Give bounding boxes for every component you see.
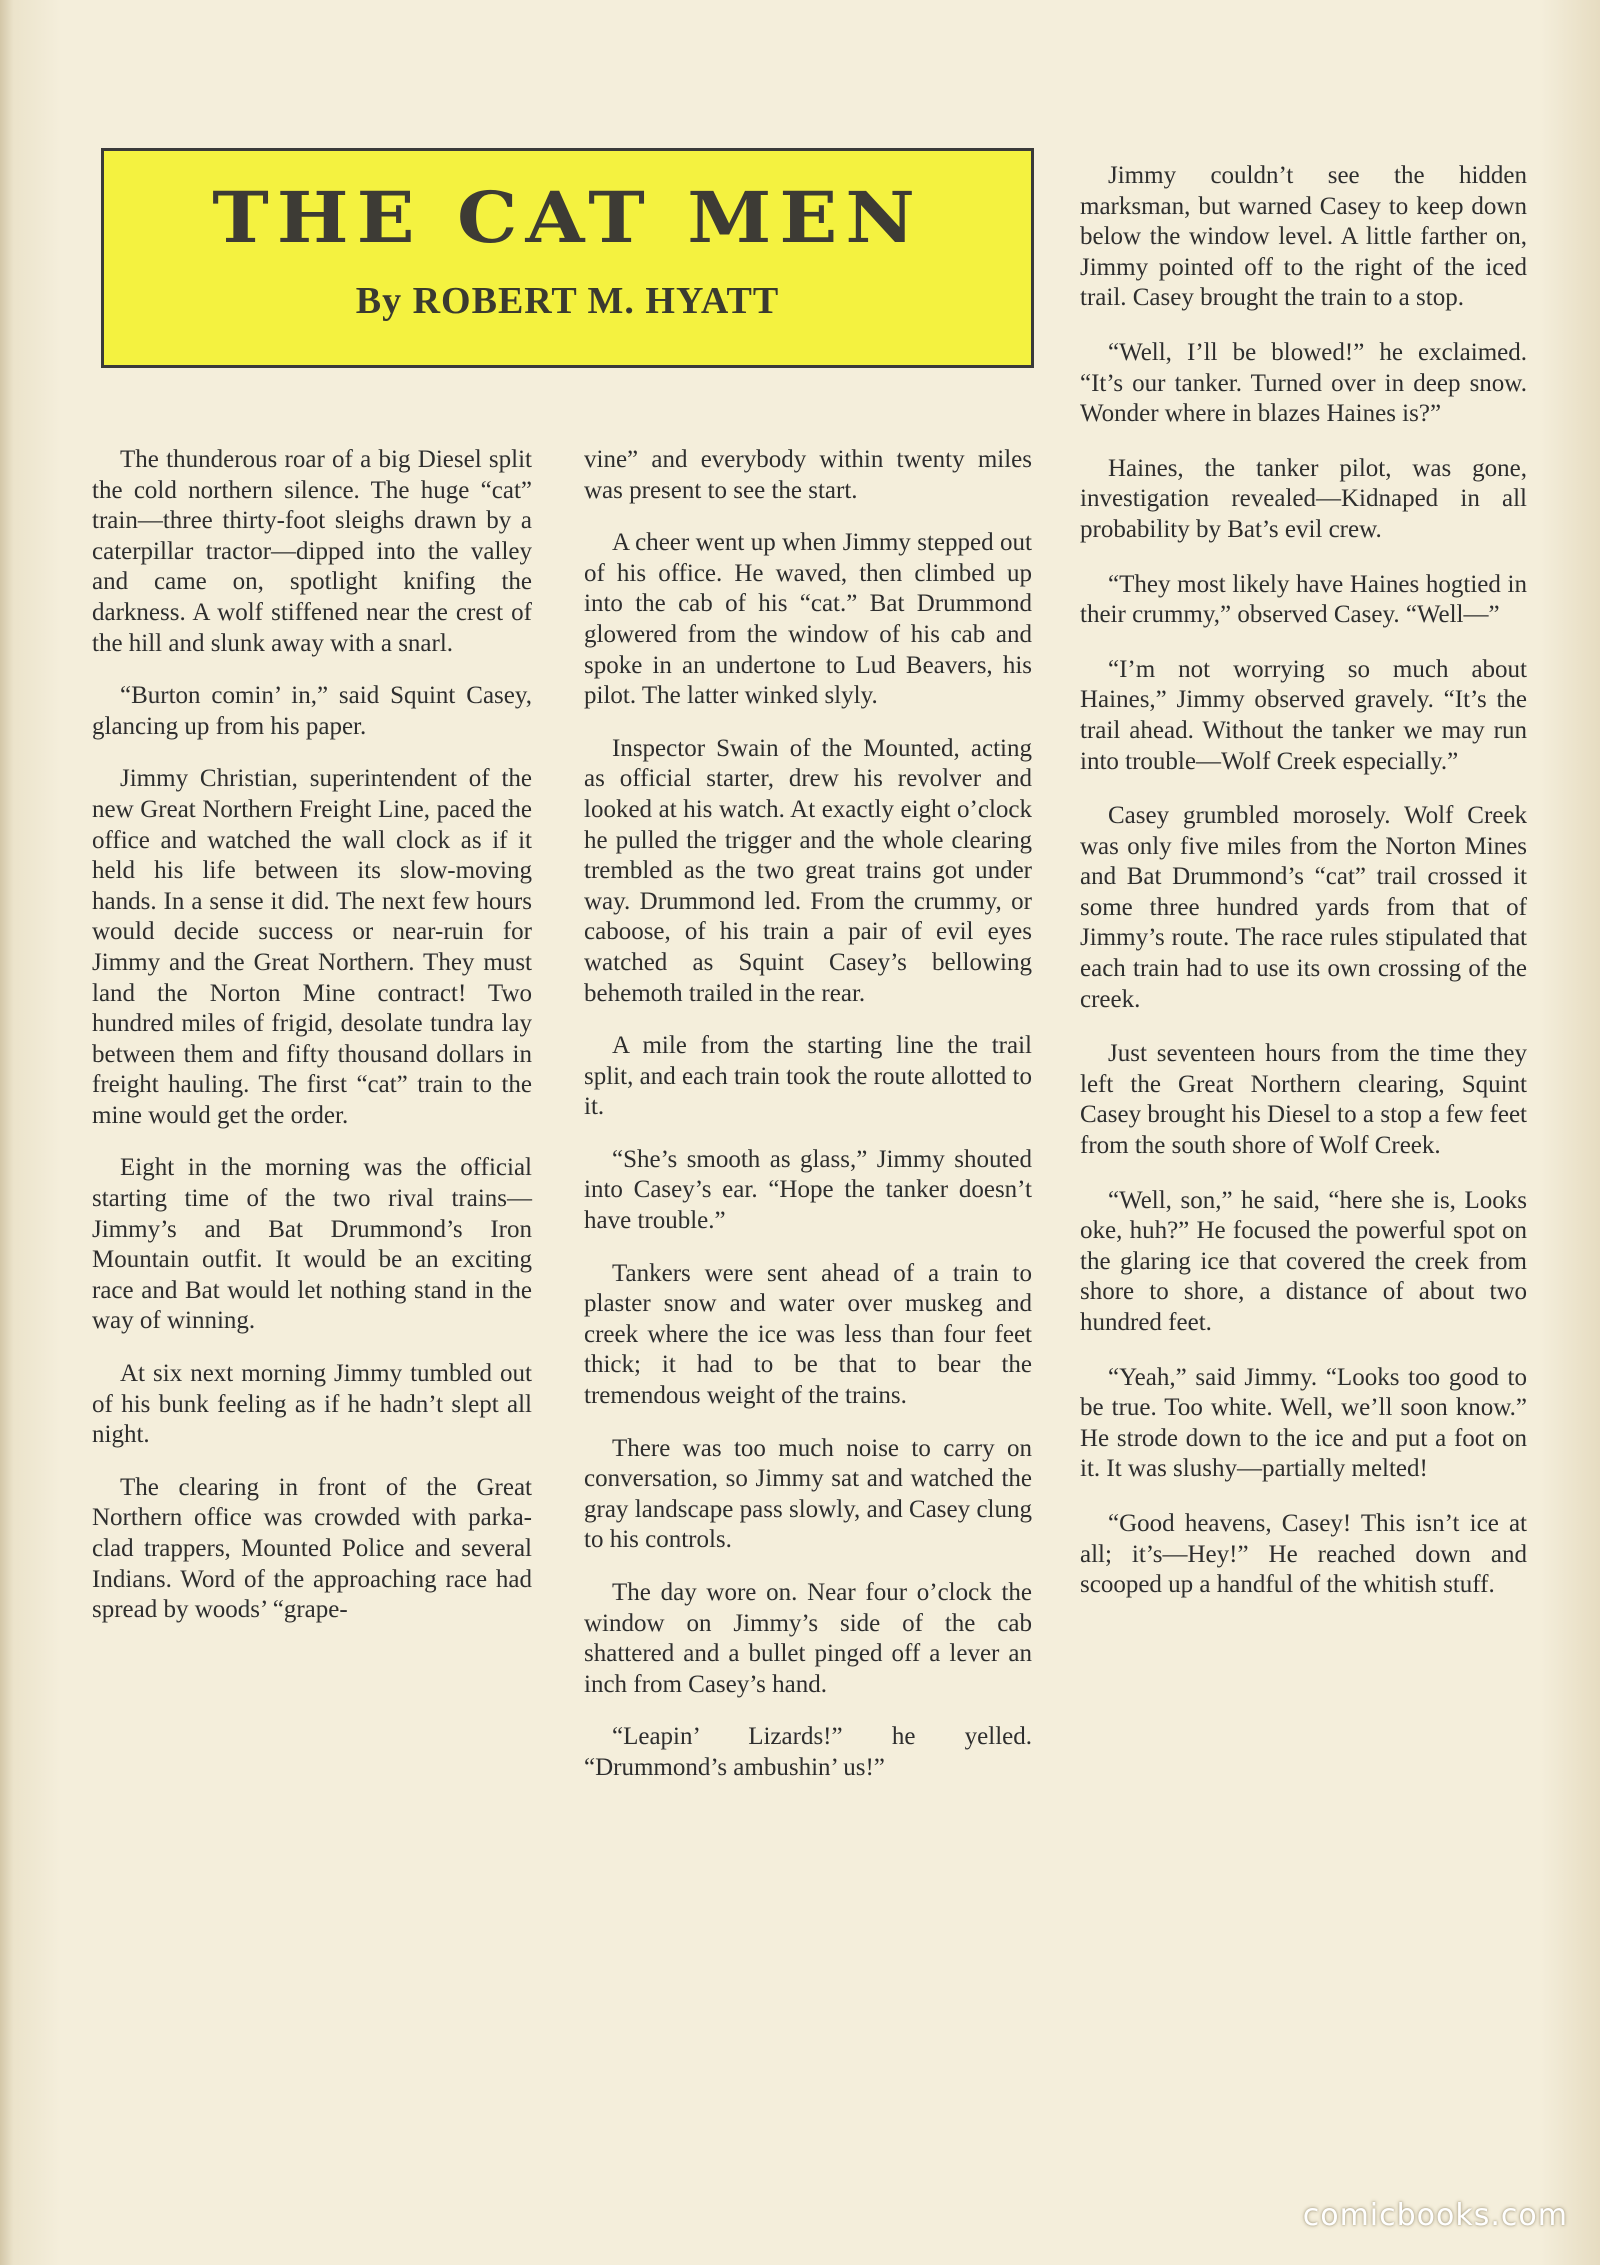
title-box [101, 148, 1034, 368]
paragraph: The clearing in front of the Great Northern office was crowded with parka-clad trappers, Mounted Police and several Indians. Word of the approaching race had spread by woods’ “grape- [92, 1473, 532, 1624]
paragraph: The day wore on. Near four o’clock the window on Jimmy’s side of the cab shattered and a bullet pinged off a lever an inch from Casey’s hand. [584, 1579, 1032, 1698]
text-column-2 [584, 445, 1032, 1806]
paragraph: Jimmy couldn’t see the hidden marksman, but warned Casey to keep down below the window level. A little farther on, Jimmy pointed off to the right of the iced trail. Casey brought the train to a stop. [1080, 162, 1527, 312]
paragraph: “Burton comin’ in,” said Squint Casey, glancing up from his paper. [92, 682, 532, 740]
paragraph: Eight in the morning was the official starting time of the two rival trains—Jimmy’s and Bat Drummond’s Iron Mountain outfit. It would be an exciting race and Bat would let nothing stand in the way of winning. [92, 1154, 532, 1335]
text-column-1 [92, 445, 532, 1648]
page-spine [0, 0, 14, 2265]
paragraph: At six next morning Jimmy tumbled out of his bunk feeling as if he hadn’t slept all night. [92, 1360, 532, 1449]
paragraph: Jimmy Christian, superintendent of the new Great Northern Freight Line, paced the office and watched the wall clock as if it held his life between its slow-moving hands. In a sense it did. The next few hours would decide success or near-ruin for Jimmy and the Great Northern. They must land the Norton Mine contract! Two hundred miles of frigid, desolate tundra lay between them and fifty thousand dollars in freight hauling. The first “cat” train to the mine would get the order. [92, 765, 532, 1129]
watermark: comicbooks.com [1302, 2198, 1568, 2233]
paragraph: “She’s smooth as glass,” Jimmy shouted into Casey’s ear. “Hope the tanker doesn’t have trouble.” [584, 1145, 1032, 1235]
paragraph: Haines, the tanker pilot, was gone, investigation revealed—Kidnaped in all probability by Bat’s evil crew. [1080, 454, 1527, 543]
paragraph: A cheer went up when Jimmy stepped out of his office. He waved, then climbed up into the cab of his “cat.” Bat Drummond glowered from the window of his cab and spoke in an undertone to Lud Beavers, his pilot. The latter winked slyly. [584, 529, 1032, 710]
paragraph: “They most likely have Haines hogtied in their crummy,” observed Casey. “Well—” [1080, 570, 1527, 629]
story-title: THE CAT MEN [212, 176, 923, 259]
paragraph: Tankers were sent ahead of a train to plaster snow and water over muskeg and creek where the ice was less than four feet thick; it had to be that to bear the tremendous weight of the trains. [584, 1259, 1032, 1410]
paragraph: Casey grumbled morosely. Wolf Creek was only five miles from the Norton Mines and Bat Drummond’s “cat” trail crossed it some three hundred yards from that of Jimmy’s route. The race rules stipulated that each train had to use its own crossing of the creek. [1080, 802, 1527, 1013]
paragraph: “Leapin’ Lizards!” he yelled. “Drummond’s ambushin’ us!” [584, 1723, 1032, 1781]
byline: By ROBERT M. HYATT [355, 280, 780, 322]
paragraph: “Good heavens, Casey! This isn’t ice at all; it’s—Hey!” He reached down and scooped up a handful of the whitish stuff. [1080, 1509, 1527, 1599]
paragraph: “Yeah,” said Jimmy. “Looks too good to be true. Too white. Well, we’ll soon know.” He strode down to the ice and put a foot on it. It was slushy—partially melted! [1080, 1363, 1527, 1483]
paragraph: Inspector Swain of the Mounted, acting as official starter, drew his revolver and looked at his watch. At exactly eight o’clock he pulled the trigger and the whole clearing trembled as the two great trains got under way. Drummond led. From the crummy, or caboose, of his train a pair of evil eyes watched as Squint Casey’s bellowing behemoth trailed in the rear. [584, 734, 1032, 1007]
paragraph: A mile from the starting line the trail split, and each train took the route allotted to it. [584, 1032, 1032, 1121]
paragraph: There was too much noise to carry on conversation, so Jimmy sat and watched the gray landscape pass slowly, and Casey clung to his controls. [584, 1434, 1032, 1554]
paragraph: Just seventeen hours from the time they left the Great Northern clearing, Squint Casey brought his Diesel to a stop a few feet from the south shore of Wolf Creek. [1080, 1040, 1527, 1160]
paragraph: “Well, I’ll be blowed!” he exclaimed. “It’s our tanker. Turned over in deep snow. Wonder where in blazes Haines is?” [1080, 338, 1527, 428]
paragraph: vine” and everybody within twenty miles was present to see the start. [584, 446, 1032, 504]
paragraph: “Well, son,” he said, “here she is, Looks oke, huh?” He focused the powerful spot on the glaring ice that covered the creek from shore to shore, a distance of about two hundred feet. [1080, 1186, 1527, 1336]
paragraph: The thunderous roar of a big Diesel split the cold northern silence. The huge “cat” train—three thirty-foot sleighs drawn by a caterpillar tractor—dipped into the valley and came on, spotlight knifing the darkness. A wolf stiffened near the crest of the hill and slunk away with a snarl. [92, 446, 532, 657]
paragraph: “I’m not worrying so much about Haines,” Jimmy observed gravely. “It’s the trail ahead. Without the tanker we may run into trouble—Wolf Creek especially.” [1080, 655, 1527, 775]
text-column-3 [1080, 161, 1527, 1625]
